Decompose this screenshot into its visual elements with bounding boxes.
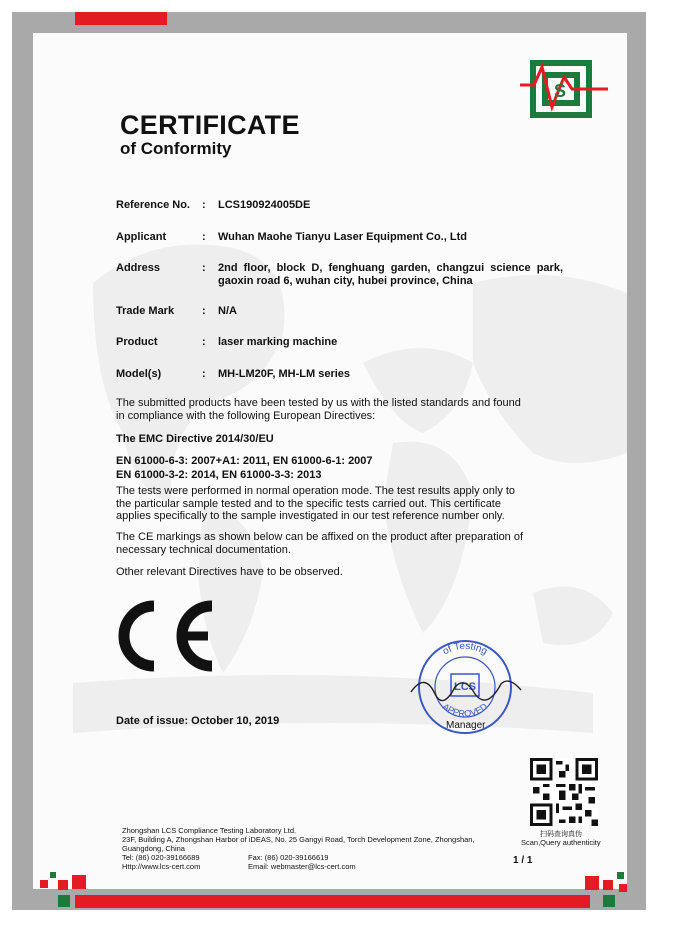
field-colon: : [202,305,206,317]
page-number: 1 / 1 [513,855,533,866]
deco-square [603,880,613,890]
date-of-issue: Date of issue: October 10, 2019 [116,715,280,727]
deco-square [58,895,70,907]
field-value-trademark: N/A [218,305,237,317]
field-colon: : [202,262,206,274]
footer-lab-name: Zhongshan LCS Compliance Testing Laboratory Ltd. [122,826,297,835]
ce-paragraph: The CE markings as shown below can be affixed on the product after preparation of necessary technical documentation. [116,531,524,556]
field-value-models: MH-LM20F, MH-LM series [218,368,351,380]
qr-caption-en: Scan,Query authenticity [521,838,601,847]
certificate-title: CERTIFICATE [120,110,300,140]
directive-heading: The EMC Directive 2014/30/EU [116,433,274,445]
stamp-text-top: of Testing [440,640,490,658]
footer-fax: Fax: (86) 020-39166619 [248,853,329,862]
field-value-product: laser marking machine [218,336,338,348]
footer-tel: Tel: (86) 020-39166689 [122,853,200,862]
field-colon: : [202,336,206,348]
logo-letter-s: S [554,81,567,101]
field-value-reference: LCS190924005DE [218,199,311,211]
standards-line-1: EN 61000-6-3: 2007+A1: 2011, EN 61000-6-1: 2007 [116,455,373,467]
deco-square [40,880,48,888]
certificate-subtitle: of Conformity [120,139,232,158]
field-colon: : [202,199,206,211]
top-red-band [75,12,167,25]
footer-address-line1: 23F, Building A, Zhongshan Harbor of iDEAS, No. 25 Gangyi Road, Torch Development Zone, Zhongshan, [122,835,475,844]
footer-http: Http://www.lcs-cert.com [122,862,201,871]
manager-label: Manager [446,720,486,731]
intro-paragraph: The submitted products have been tested by us with the listed standards and found in compliance with the following European Directives: [116,397,521,422]
field-label-trademark: Trade Mark [116,305,175,317]
ce-mark [110,600,220,672]
field-label-models: Model(s) [116,368,162,380]
deco-square [50,872,56,878]
standards-line-2: EN 61000-3-2: 2014, EN 61000-3-3: 2013 [116,469,322,481]
field-value-address: 2nd floor, block D, fenghuang garden, changzui science park, gaoxin road 6, wuhan city, hubei province, China [218,262,563,287]
deco-square [619,884,627,892]
field-value-applicant: Wuhan Maohe Tianyu Laser Equipment Co., Ltd [218,231,467,243]
deco-square [72,875,86,889]
tests-paragraph: The tests were performed in normal operation mode. The test results apply only to the particular sample tested and to the specific tests carried out. This certificate applies specifically to the sample investigated in our test reference number only. [116,485,516,522]
deco-square [58,880,68,890]
field-label-reference: Reference No. [116,199,190,211]
bottom-red-band [75,895,590,908]
deco-square [617,872,624,879]
stamp-text-bottom: APPROVED [440,701,490,719]
footer-address-line2: Guangdong, China [122,844,185,853]
stamp-logo-text: LCS [454,681,476,693]
footer-email: Email: webmaster@lcs-cert.com [248,862,356,871]
field-label-address: Address [116,262,161,274]
other-directives-paragraph: Other relevant Directives have to be observed. [116,566,343,578]
field-label-applicant: Applicant [116,231,167,243]
deco-square [585,876,599,890]
qr-caption-cn: 扫码查询真伪 [540,830,582,838]
qr-code [530,758,598,826]
field-label-product: Product [116,336,158,348]
field-colon: : [202,231,206,243]
field-colon: : [202,368,206,380]
lcs-logo [520,55,610,125]
deco-square [603,895,615,907]
